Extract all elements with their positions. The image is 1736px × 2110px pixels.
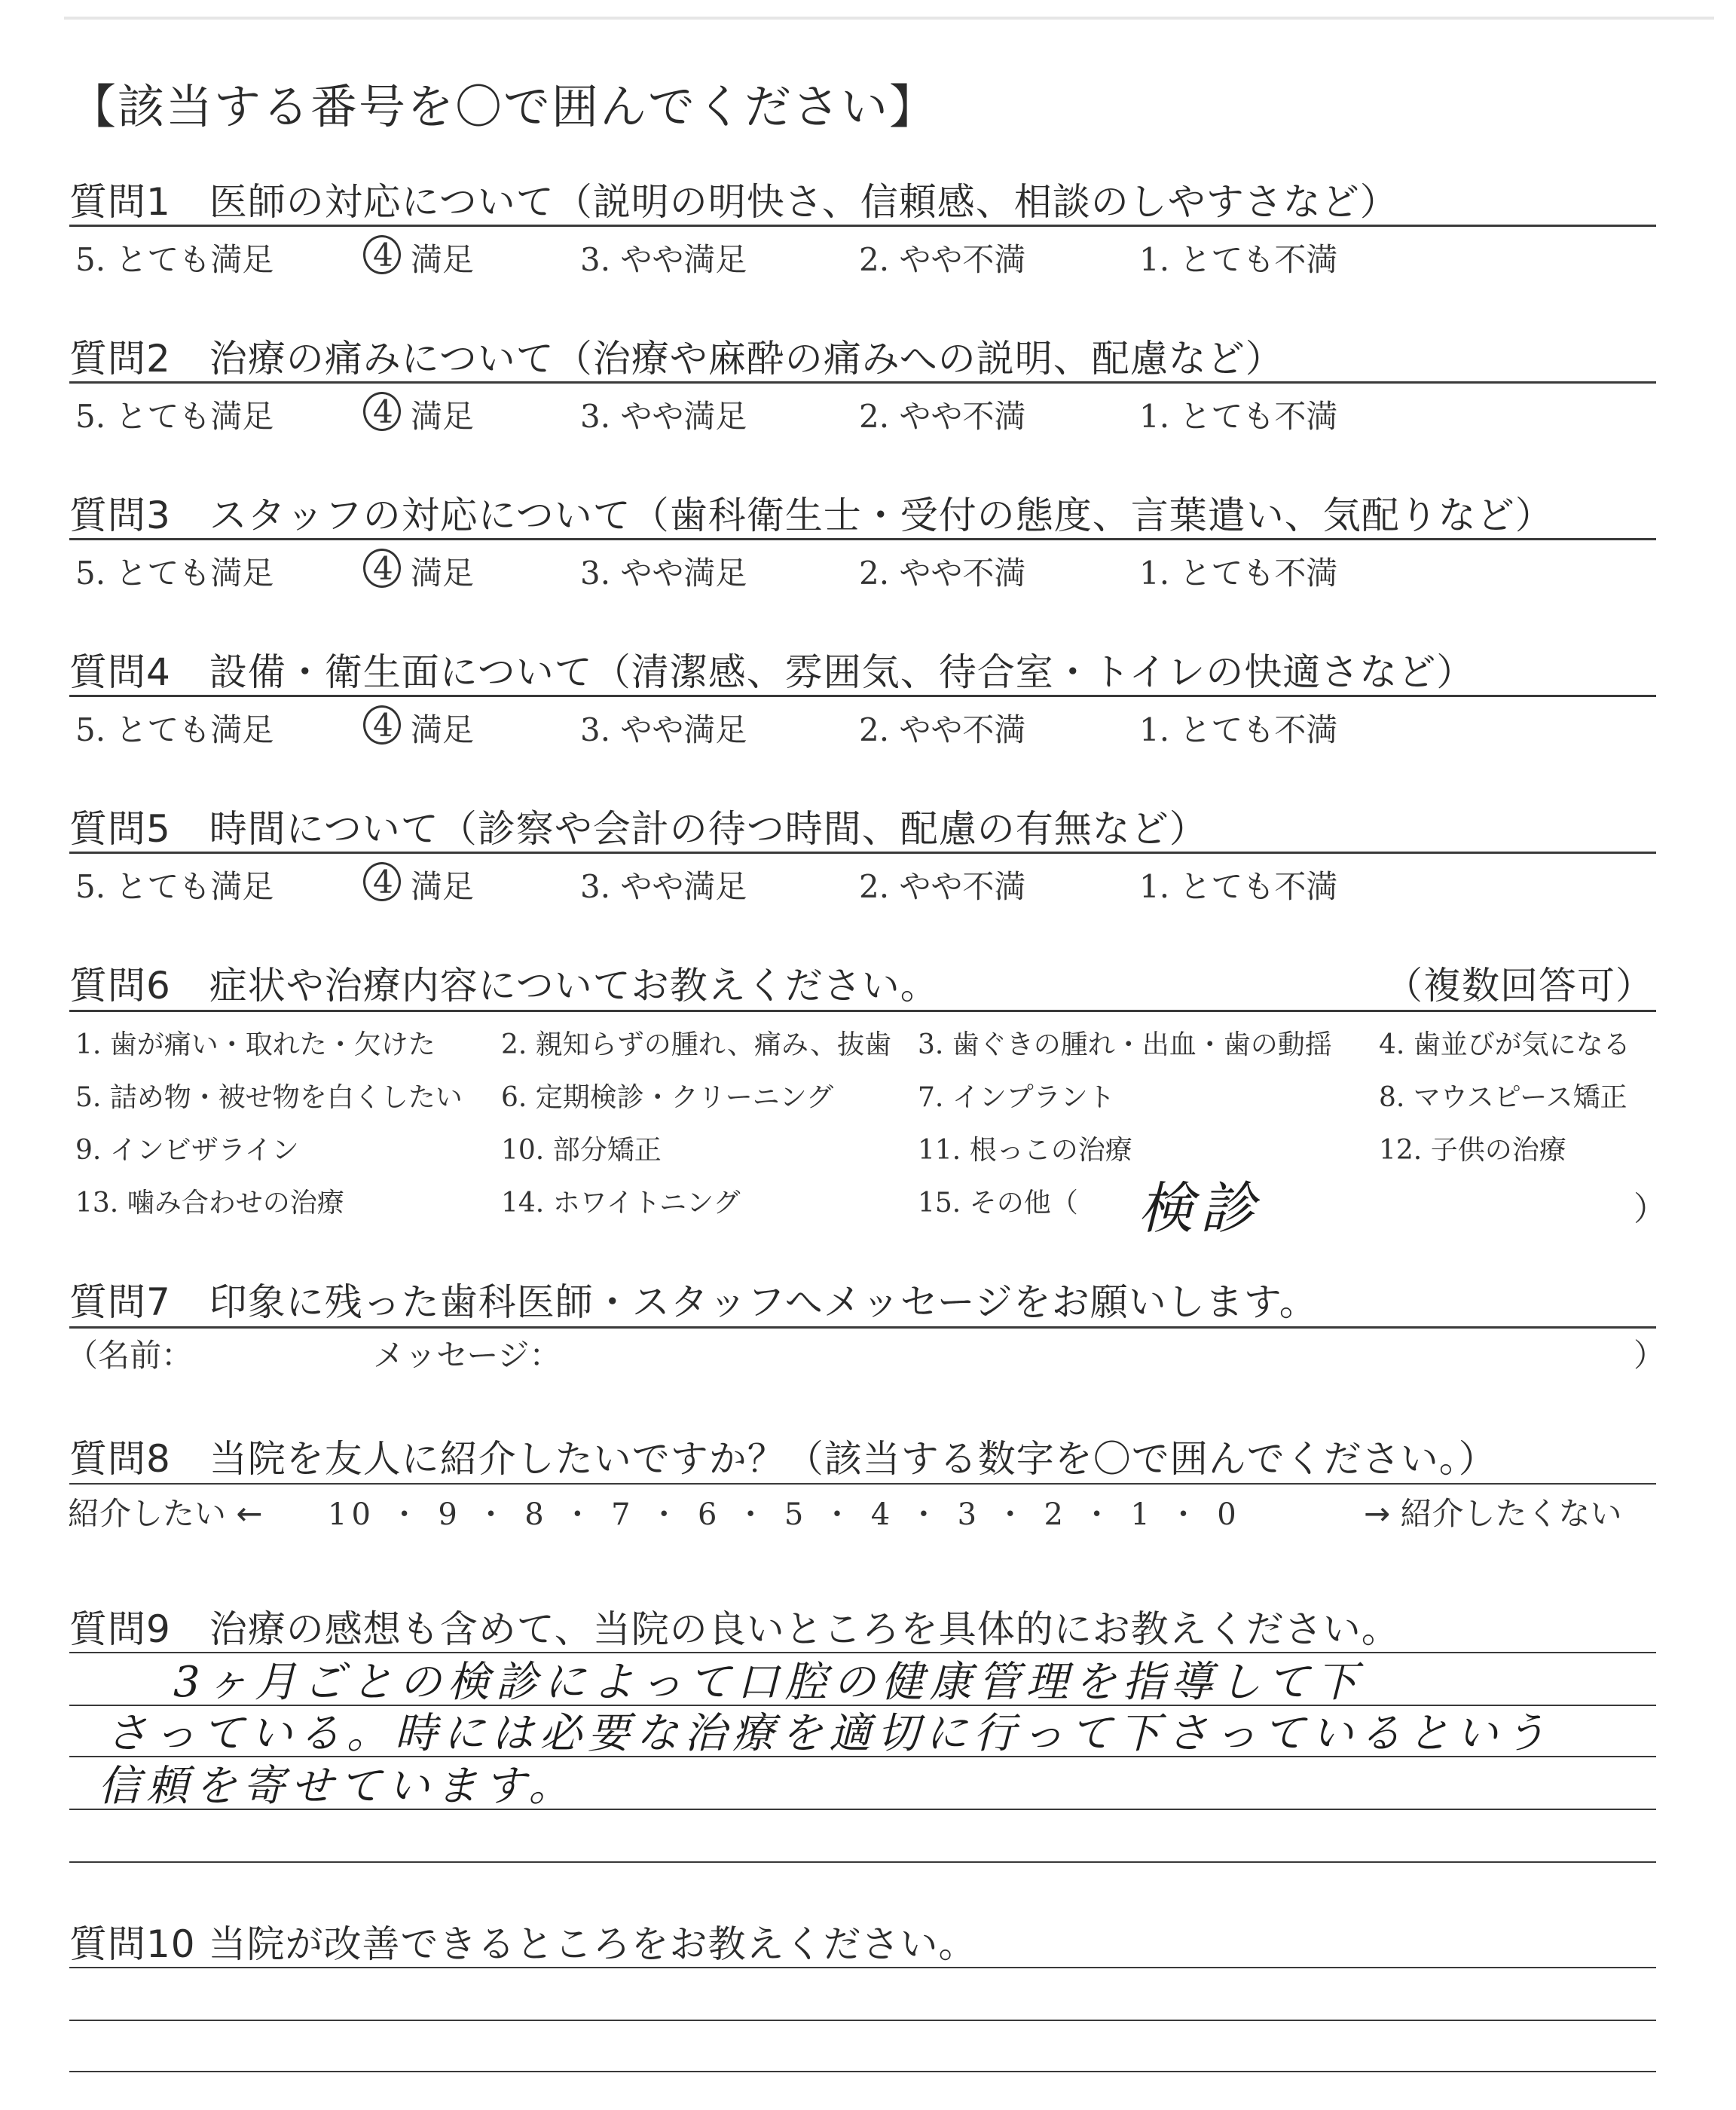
q1-option-4-label: 満足 (411, 241, 475, 278)
q3-option-5[interactable]: 5. とても満足 (75, 555, 274, 592)
q8-left-label: 紹介したい ← (68, 1495, 263, 1532)
q8-title: 質問8 当院を友人に紹介したいですか？（該当する数字を〇で囲んでください。） (69, 1437, 1497, 1481)
q7-name-label: （名前： (66, 1337, 194, 1374)
q8-right-label: → 紹介したくない (1364, 1495, 1622, 1532)
q5-option-4-number[interactable]: 4 (373, 864, 393, 901)
q6-option-3[interactable]: 3. 歯ぐきの腫れ・出血・歯の動揺 (918, 1029, 1332, 1060)
q9-answer-line-1: 3ヶ月ごとの検診によって口腔の健康管理を指導して下 (173, 1658, 1364, 1707)
q6-option-9[interactable]: 9. インビザライン (75, 1135, 299, 1166)
q1-option-5[interactable]: 5. とても満足 (75, 241, 274, 278)
q5-option-4-label: 満足 (411, 868, 475, 905)
q4-option-1[interactable]: 1. とても不満 (1139, 711, 1338, 748)
q8-scale: 10 ・ 9 ・ 8 ・ 7 ・ 6 ・ 5 ・ 4 ・ 3 ・ 2 ・ 1 ・ 0 (328, 1497, 1241, 1532)
q5-option-2[interactable]: 2. やや不満 (859, 868, 1026, 905)
q1-option-3[interactable]: 3. やや満足 (580, 241, 747, 278)
q2-option-4-label: 満足 (411, 398, 475, 435)
q2-option-2[interactable]: 2. やや不満 (859, 398, 1026, 435)
q6-note: （複数回答可） (1385, 964, 1654, 1008)
q3-title: 質問3 スタッフの対応について（歯科衛生士・受付の態度、言葉遣い、気配りなど） (69, 494, 1554, 537)
q6-title: 質問6 症状や治療内容についてお教えください。 (69, 964, 939, 1008)
q4-option-2[interactable]: 2. やや不満 (859, 711, 1026, 748)
q6-option-4[interactable]: 4. 歯並びが気になる (1379, 1029, 1631, 1060)
q5-title: 質問5 時間について（診察や会計の待つ時間、配慮の有無など） (69, 807, 1208, 851)
q1-option-1[interactable]: 1. とても不満 (1139, 241, 1338, 278)
q5-rule (69, 852, 1656, 854)
q5-option-3[interactable]: 3. やや満足 (580, 868, 747, 905)
q2-option-1[interactable]: 1. とても不満 (1139, 398, 1338, 435)
q3-rule (69, 538, 1656, 540)
q8-rule (69, 1483, 1656, 1485)
q3-option-4-number[interactable]: 4 (373, 550, 393, 587)
q1-option-4-number[interactable]: 4 (373, 237, 393, 274)
q6-other-close: ） (1634, 1190, 1667, 1228)
q7-rule (69, 1326, 1656, 1329)
top-border (64, 17, 1714, 20)
q6-other-answer: 検診 (1138, 1176, 1261, 1241)
q4-title: 質問4 設備・衛生面について（清潔感、雰囲気、待合室・トイレの快適さなど） (69, 650, 1475, 694)
q9-answer-line-2: さっている。時には必要な治療を適切に行って下さっているという (105, 1709, 1552, 1758)
q5-option-1[interactable]: 1. とても不満 (1139, 868, 1338, 905)
q9-answer-line-3: 信頼を寄せています。 (98, 1762, 577, 1811)
q1-title: 質問1 医師の対応について（説明の明快さ、信頼感、相談のしやすさなど） (69, 180, 1398, 224)
q9-title: 質問9 治療の感想も含めて、当院の良いところを具体的にお教えください。 (69, 1607, 1400, 1651)
q6-option-1[interactable]: 1. 歯が痛い・取れた・欠けた (75, 1029, 436, 1060)
q6-option-12[interactable]: 12. 子供の治療 (1379, 1135, 1566, 1166)
q2-rule (69, 381, 1656, 384)
q10-rule-1 (69, 1967, 1656, 1968)
q4-option-5[interactable]: 5. とても満足 (75, 711, 274, 748)
q6-option-10[interactable]: 10. 部分矯正 (501, 1135, 662, 1166)
q1-rule (69, 225, 1656, 227)
page-header: 【該当する番号を〇で囲んでください】 (69, 79, 938, 134)
q6-option-14[interactable]: 14. ホワイトニング (501, 1188, 741, 1219)
q4-rule (69, 695, 1656, 697)
q6-option-6[interactable]: 6. 定期検診・クリーニング (501, 1082, 834, 1113)
q4-option-3[interactable]: 3. やや満足 (580, 711, 747, 748)
q6-option-7[interactable]: 7. インプラント (918, 1082, 1115, 1113)
q10-title: 質問10 当院が改善できるところをお教えください。 (69, 1922, 977, 1966)
q10-rule-3 (69, 2071, 1656, 2072)
q6-option-11[interactable]: 11. 根っこの治療 (918, 1135, 1132, 1166)
q4-option-4-label: 満足 (411, 711, 475, 748)
q6-option-15[interactable]: 15. その他（ (918, 1188, 1078, 1219)
q6-option-5[interactable]: 5. 詰め物・被せ物を白くしたい (75, 1082, 463, 1113)
q6-rule (69, 1010, 1656, 1012)
q3-option-1[interactable]: 1. とても不満 (1139, 555, 1338, 592)
q3-option-4-label: 満足 (411, 555, 475, 592)
q6-option-8[interactable]: 8. マウスピース矯正 (1379, 1082, 1628, 1113)
q5-option-5[interactable]: 5. とても満足 (75, 868, 274, 905)
q2-option-3[interactable]: 3. やや満足 (580, 398, 747, 435)
q7-title: 質問7 印象に残った歯科医師・スタッフへメッセージをお願いします。 (69, 1280, 1318, 1324)
q3-option-3[interactable]: 3. やや満足 (580, 555, 747, 592)
q4-option-4-number[interactable]: 4 (373, 707, 393, 744)
q9-rule-5 (69, 1861, 1656, 1863)
q3-option-2[interactable]: 2. やや不満 (859, 555, 1026, 592)
q1-option-2[interactable]: 2. やや不満 (859, 241, 1026, 278)
q10-rule-2 (69, 2020, 1656, 2021)
q2-option-4-number[interactable]: 4 (373, 393, 393, 430)
q6-option-13[interactable]: 13. 噛み合わせの治療 (75, 1188, 344, 1219)
q7-close: ） (1634, 1337, 1666, 1374)
q6-option-2[interactable]: 2. 親知らずの腫れ、痛み、抜歯 (501, 1029, 892, 1060)
q2-option-5[interactable]: 5. とても満足 (75, 398, 274, 435)
q7-message-label: メッセージ： (373, 1337, 561, 1374)
q2-title: 質問2 治療の痛みについて（治療や麻酔の痛みへの説明、配慮など） (69, 337, 1284, 381)
